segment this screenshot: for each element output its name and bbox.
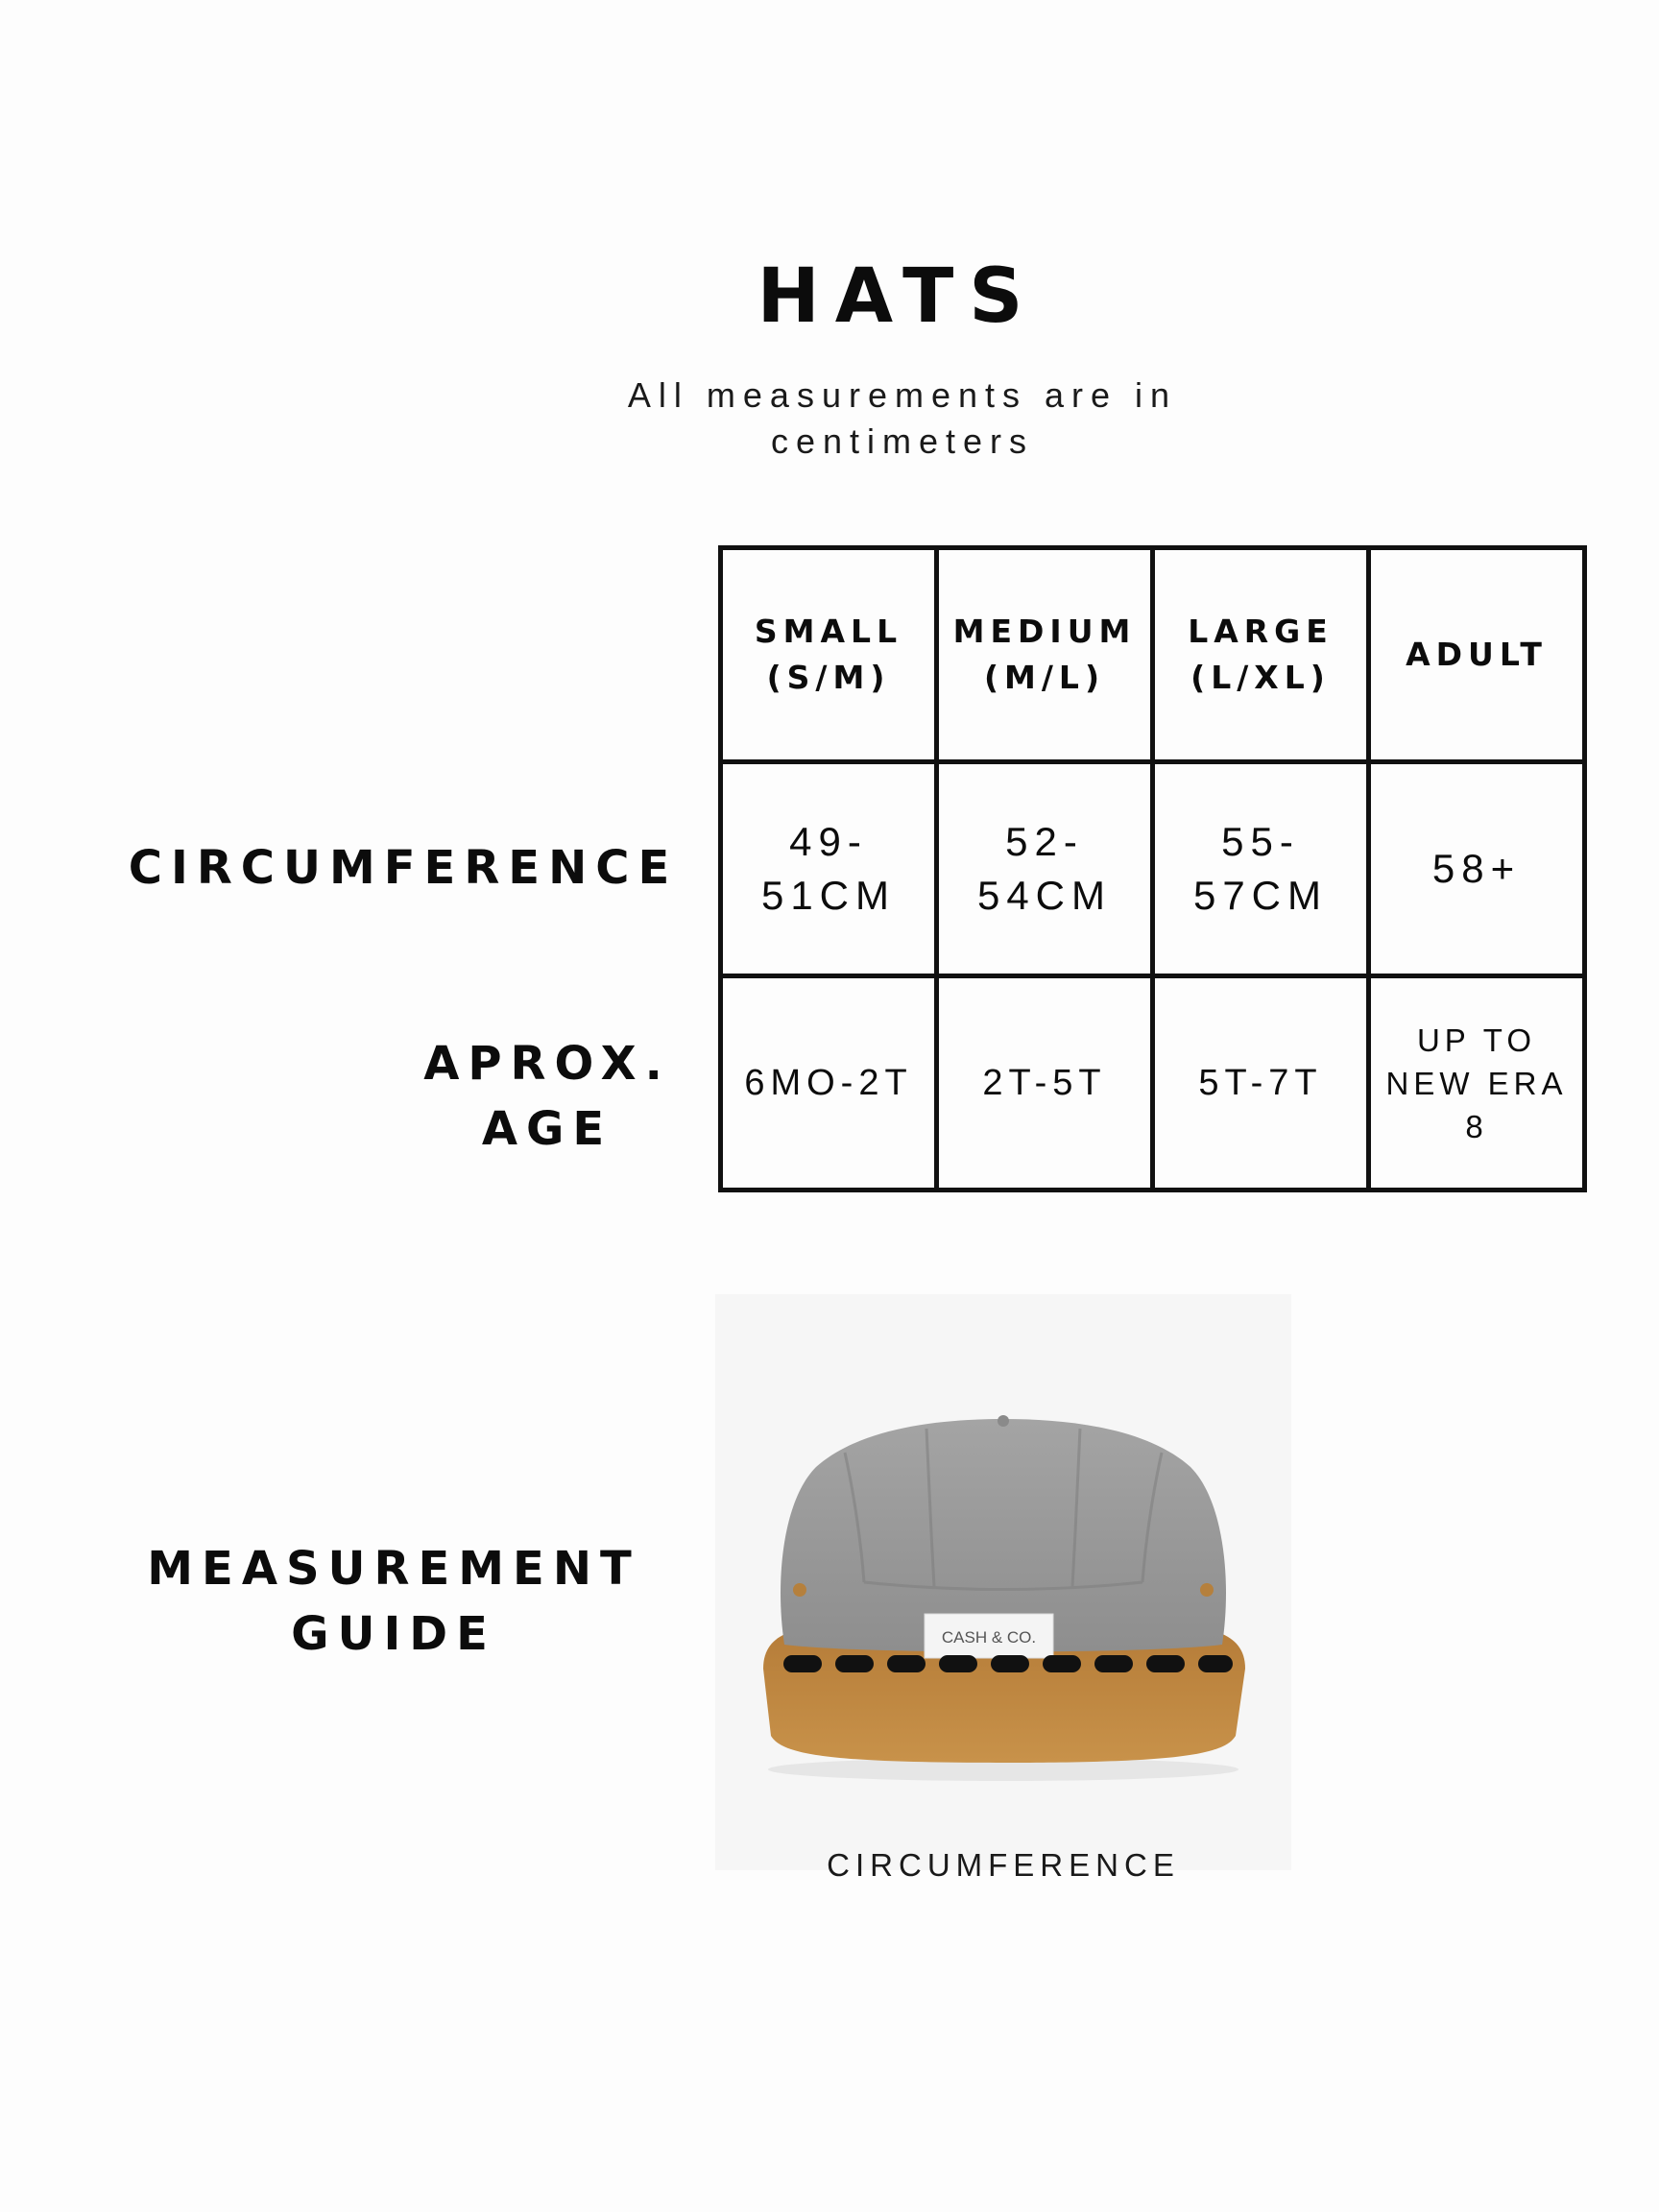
- header-medium-line2: (M/L): [983, 659, 1106, 696]
- hat-photo: [715, 1294, 1291, 1870]
- age-adult-line3: 8: [1465, 1108, 1488, 1144]
- circumference-medium-line2: 54CM: [976, 873, 1113, 918]
- hat-illustration: [715, 1294, 1291, 1870]
- page-subtitle: All measurements are in centimeters: [627, 375, 1178, 461]
- header-small-line1: SMALL: [754, 613, 903, 650]
- header-cell-medium: [937, 548, 1153, 762]
- circumference-small-line2: 51CM: [760, 873, 897, 918]
- header-adult-line1: ADULT: [1406, 636, 1548, 673]
- circumference-cell-small: [721, 762, 937, 976]
- age-cell-small: [721, 976, 937, 1190]
- circumference-cell-adult: [1369, 762, 1585, 976]
- hat-eyelet-left: [793, 1583, 806, 1597]
- row-label-guide-line2: GUIDE: [291, 1607, 496, 1661]
- circumference-large-line1: 55-: [1221, 819, 1300, 864]
- age-adult-line2: NEW ERA: [1385, 1065, 1568, 1101]
- age-medium-line1: 2T-5T: [982, 1063, 1107, 1103]
- size-table: [718, 545, 1587, 1192]
- size-table-circumference-row: [721, 762, 1585, 976]
- hat-button: [998, 1415, 1009, 1427]
- row-label-circumference: [115, 835, 691, 901]
- circumference-medium-line1: 52-: [1005, 819, 1084, 864]
- row-label-measurement-guide: [115, 1536, 672, 1667]
- circumference-cell-medium: [937, 762, 1153, 976]
- header-small-line2: (S/M): [766, 659, 891, 696]
- age-adult-line1: UP TO: [1416, 1022, 1537, 1058]
- age-cell-medium: [937, 976, 1153, 1190]
- header-cell-large: [1153, 548, 1369, 762]
- page-title: HATS: [757, 253, 1039, 340]
- header-cell-adult: [1369, 548, 1585, 762]
- row-label-guide-line1: MEASUREMENT: [147, 1542, 640, 1596]
- circumference-large-line2: 57CM: [1192, 873, 1329, 918]
- age-cell-large: [1153, 976, 1369, 1190]
- circumference-cell-large: [1153, 762, 1369, 976]
- header-medium-line1: MEDIUM: [952, 613, 1137, 650]
- age-large-line1: 5T-7T: [1198, 1063, 1323, 1103]
- header-large-line1: LARGE: [1188, 613, 1334, 650]
- hat-photo-caption: CIRCUMFERENCE: [827, 1847, 1180, 1883]
- hat-eyelet-right: [1200, 1583, 1214, 1597]
- circumference-small-line1: 49-: [789, 819, 868, 864]
- header-large-line2: (L/XL): [1190, 659, 1331, 696]
- circumference-adult-line1: 58+: [1431, 846, 1522, 891]
- row-label-circumference-text: CIRCUMFERENCE: [128, 841, 679, 895]
- size-table-age-row: [721, 976, 1585, 1190]
- row-label-age: [413, 1031, 682, 1162]
- row-label-age-line2: AGE: [481, 1102, 613, 1156]
- row-label-age-line1: APROX.: [423, 1037, 671, 1091]
- size-table-header-row: [721, 548, 1585, 762]
- header-cell-small: [721, 548, 937, 762]
- age-cell-adult: [1369, 976, 1585, 1190]
- hat-brand-label: CASH & CO.: [941, 1628, 1037, 1647]
- age-small-line1: 6MO-2T: [744, 1063, 913, 1103]
